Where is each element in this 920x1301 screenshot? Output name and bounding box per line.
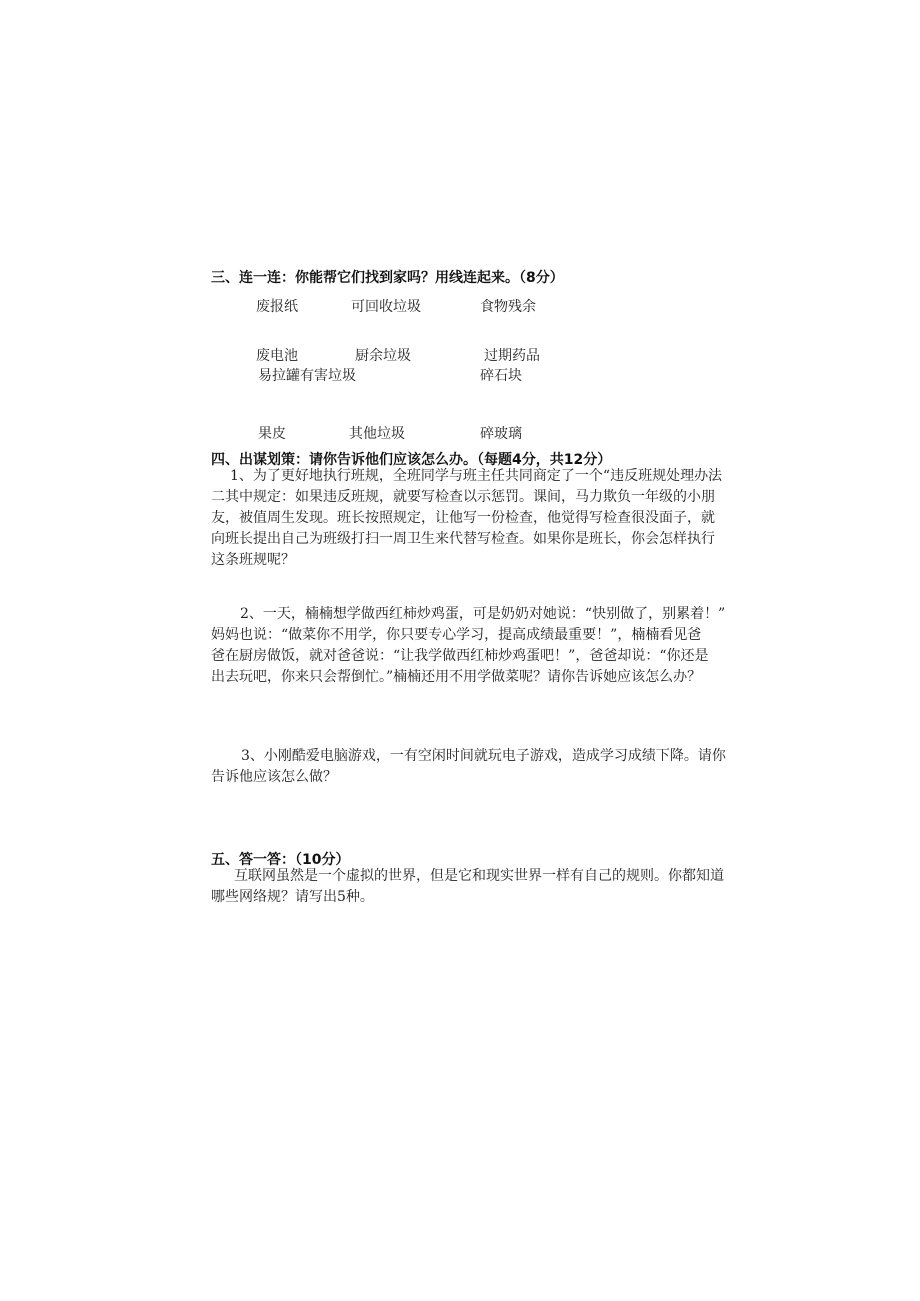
question-1-line: 二其中规定：如果违反班规，就要写检查以示惩罚。课间，马力欺负一年级的小朋 — [211, 489, 715, 505]
question-1 — [211, 466, 746, 571]
match-item-waste-paper: 废报纸 — [256, 299, 298, 315]
question-1-line: 1、为了更好地执行班规，全班同学与班主任共同商定了一个“违反班规处理办法 — [230, 468, 723, 484]
match-item-recyclable: 可回收垃圾 — [351, 299, 421, 315]
question-2 — [211, 604, 746, 688]
question-1-line: 这条班规呢？ — [211, 552, 295, 568]
section5-line: 互联网虽然是一个虚拟的世界，但是它和现实世界一样有自己的规则。你都知道 — [234, 868, 724, 884]
match-item-expired-medicine: 过期药品 — [484, 348, 540, 364]
match-item-other-waste: 其他垃圾 — [349, 426, 405, 442]
match-item-broken-glass: 碎玻璃 — [480, 426, 522, 442]
question-3-line: 3、小刚酷爱电脑游戏，一有空闲时间就玩电子游戏，造成学习成绩下降。请你 — [241, 748, 726, 764]
match-item-battery: 废电池 — [256, 348, 298, 364]
section4-title: 四、出谋划策：请你告诉他们应该怎么办。（每题4分，共12分） — [211, 452, 612, 468]
section5-line: 哪些网络规？请写出5种。 — [211, 889, 374, 905]
question-2-line: 出去玩吧，你来只会帮倒忙。”楠楠还用不用学做菜呢？请你告诉她应该怎么办？ — [211, 669, 702, 685]
question-2-line: 妈妈也说：“做菜你不用学，你只要专心学习，提高成绩最重要！”，楠楠看见爸 — [211, 627, 702, 643]
match-item-food-waste: 食物残余 — [480, 299, 536, 315]
match-item-kitchen-waste: 厨余垃圾 — [355, 348, 411, 364]
section5-title: 五、答一答：（10分） — [211, 852, 350, 868]
section3-title: 三、连一连：你能帮它们找到家吗？用线连起来。（8分） — [211, 270, 564, 286]
match-item-can-hazardous: 易拉罐有害垃圾 — [258, 368, 356, 384]
question-3 — [211, 746, 746, 788]
match-item-peel: 果皮 — [258, 426, 286, 442]
question-1-line: 向班长提出自己为班级打扫一周卫生来代替写检查。如果你是班长，你会怎样执行 — [211, 531, 715, 547]
question-3-line: 告诉他应该怎么做？ — [211, 769, 337, 785]
question-2-line: 2、一天，楠楠想学做西红柿炒鸡蛋，可是奶奶对她说：“快别做了，别累着！” — [240, 606, 726, 622]
question-1-line: 友，被值周生发现。班长按照规定，让他写一份检查，他觉得写检查很没面子，就 — [211, 510, 715, 526]
match-item-gravel: 碎石块 — [480, 368, 522, 384]
section5-question — [211, 866, 746, 908]
question-2-line: 爸在厨房做饭，就对爸爸说：“让我学做西红柿炒鸡蛋吧！”，爸爸却说：“你还是 — [211, 648, 709, 664]
